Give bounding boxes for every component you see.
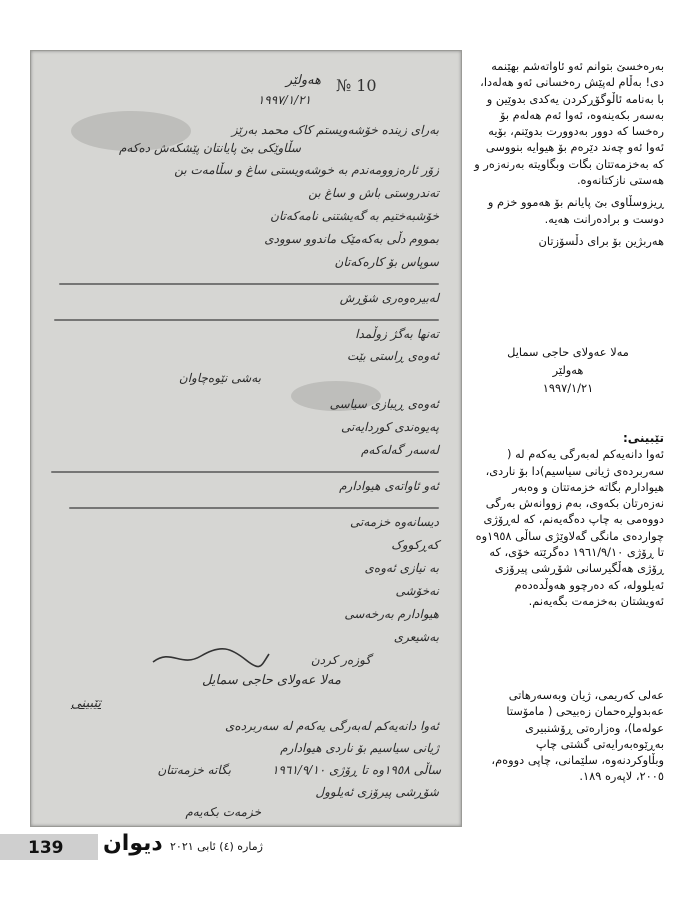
handwriting-stroke <box>51 471 439 473</box>
letter-line: بەشی نێوەچاوان <box>178 371 261 385</box>
letter-line: بمووم دڵی بەکەمێک ماندوو سوودی <box>264 232 439 246</box>
signature-block <box>472 343 664 397</box>
magazine-name: دیوان <box>103 831 163 856</box>
note-title: تێبینی: <box>622 431 664 445</box>
note-text: ئەوا دانەیەکم لەبەرگی یەکەم لە ( سەربردەی ژیانی سیاسیم)دا بۆ ناردی، هیوادارم بگاتە خزمەتتان و وەبەر نەزەرتان بکەوی، بەم زووانەش بەرگی دووەمی بە چاپ دەگەیەنم، کە لەڕۆژی چواردەی مانگی گەلاوێژی ساڵی ١٩٥٨وە تا ڕۆژی ١٩٦١/٩/١٠ دەگرێتە خۆی، کە ڕۆژی هەڵگیرسانی شۆڕشی پیرۆزی ئەیلوولە، کە دەرچوو هەوڵدەدەم ئەویشتان بەخزمەت بگەیەنم. <box>475 447 664 608</box>
letter-line: بەشیعری <box>393 630 439 644</box>
letter-line: دیسانەوە خزمەتی <box>350 515 439 529</box>
side-text-column <box>472 58 664 255</box>
letter-line: گوزەر کردن <box>310 653 371 667</box>
letter-line: لەبیرەوەری شۆڕش <box>339 291 439 305</box>
letter-line: بە نیازی ئەوەی <box>364 561 439 575</box>
closing-line: هەربژین بۆ برای دڵسۆزتان <box>538 233 664 248</box>
handwriting-stroke <box>59 283 439 285</box>
letter-number: № 10 <box>336 76 377 95</box>
signature-place: هەولێر <box>552 363 584 377</box>
letter-note-line: ساڵی ١٩٥٨وە تا ڕۆژی ١٩٦١/٩/١٠ <box>272 763 441 777</box>
letter-line: ئەوەی ڕاستی بێت <box>347 349 439 363</box>
reference-section <box>472 687 664 791</box>
issue-info: ژمارە (٤) ئابی ٢٠٢١ <box>170 840 263 853</box>
letter-note-line: خزمەت بکەیەم <box>185 805 261 819</box>
letter-signature: مەلا عەولای حاجی سمایل <box>201 673 341 688</box>
page-footer <box>0 828 675 864</box>
letter-place: هەولێر <box>285 73 321 88</box>
letter-line: سوپاس بۆ کارەکەتان <box>334 255 439 269</box>
letter-note-title: تێبینی <box>70 696 101 711</box>
letter-line: لەسەر گەلەکەم <box>361 443 439 457</box>
letter-line: تەنها بەگژ زوڵمدا <box>355 327 439 341</box>
handwritten-letter-image <box>30 50 462 827</box>
letter-line: ئەو ئاواتەی هیوادارم <box>339 479 439 493</box>
letter-note-line: ئەوا دانەیەکم لەبەرگی یەکەم لە سەربردەی <box>225 719 439 733</box>
body-paragraph: بەرەخسێ بتوانم ئەو ئاواتەشم بهێنمە دی! بەڵام لەپێش رەخسانی ئەو هەلەدا، با بەنامە ئاڵوگۆڕکردن یەکدی بدوێین و بەسەر بکەینەوە، ئەوا ئەم هەلەم بۆ رەخسا کە دوور بەدوورت بدوێنم، بۆیە ئەوا ئەو چەند دێرەم بۆ هیوایە بنووسی کە بەخزمەتتان بگات وبگاویتە بەرنەزەر و هەستی نازکتانەوە. <box>474 59 664 188</box>
page-number: 139 <box>28 838 64 858</box>
signature-scribble <box>151 646 271 670</box>
letter-line: سڵاوێکی بێ پایانتان پێشکەش دەکەم <box>118 141 301 155</box>
signature-date: ١٩٩٧/١/٢١ <box>542 381 594 395</box>
letter-line: ئەوەی ڕیبازی سیاسی <box>329 397 439 411</box>
body-paragraph: ڕیزوسڵاوی بێ پایانم بۆ هەموو خزم و دوست و برادەرانت هەیە. <box>487 195 664 226</box>
reference-text: عەلی کەریمی، ژیان وبەسەرهاتی عەبدولڕەحمان زەبیحی ( مامۆستا عولەما)، وەزارەتی ڕۆشنبیری بەڕێوەبەرایەتی گشتی چاپ وبڵاوکردنەوە، سلێمانی، چاپی دووەم، ٢٠٠٥، لاپەرە ١٨٩. <box>491 688 664 784</box>
letter-note-line: ژیانی سیاسیم بۆ ناردی هیوادارم <box>280 741 439 755</box>
letter-note-line: شۆڕشی پیرۆزی ئەیلوول <box>315 785 439 799</box>
letter-line: هیوادارم بەرخەسی <box>344 607 439 621</box>
letter-line: پەیوەندی کوردایەتی <box>341 420 439 434</box>
letter-line: نەخۆشی <box>395 584 439 598</box>
signature-name: مەلا عەولای حاجی سمایل <box>507 345 629 359</box>
handwriting-stroke <box>54 319 439 321</box>
letter-date: ١٩٩٧/١/٢١ <box>257 93 311 107</box>
letter-line: زۆر ئارەزوومەندم بە خوشەویستی ساغ و سڵامەت بن <box>174 163 439 177</box>
letter-line: تەندروستی باش و ساغ بن <box>308 186 439 200</box>
letter-note-line: بگاتە خزمەتتان <box>157 763 231 777</box>
letter-line: کەڕکووک <box>391 538 439 552</box>
note-section <box>472 430 664 615</box>
letter-line: بەرای زیندە خۆشەویستم کاک محمد بەرێز <box>231 123 439 137</box>
handwriting-stroke <box>69 507 439 509</box>
letter-line: خۆشبەختیم بە گەیشتنی نامەکەتان <box>270 209 439 223</box>
